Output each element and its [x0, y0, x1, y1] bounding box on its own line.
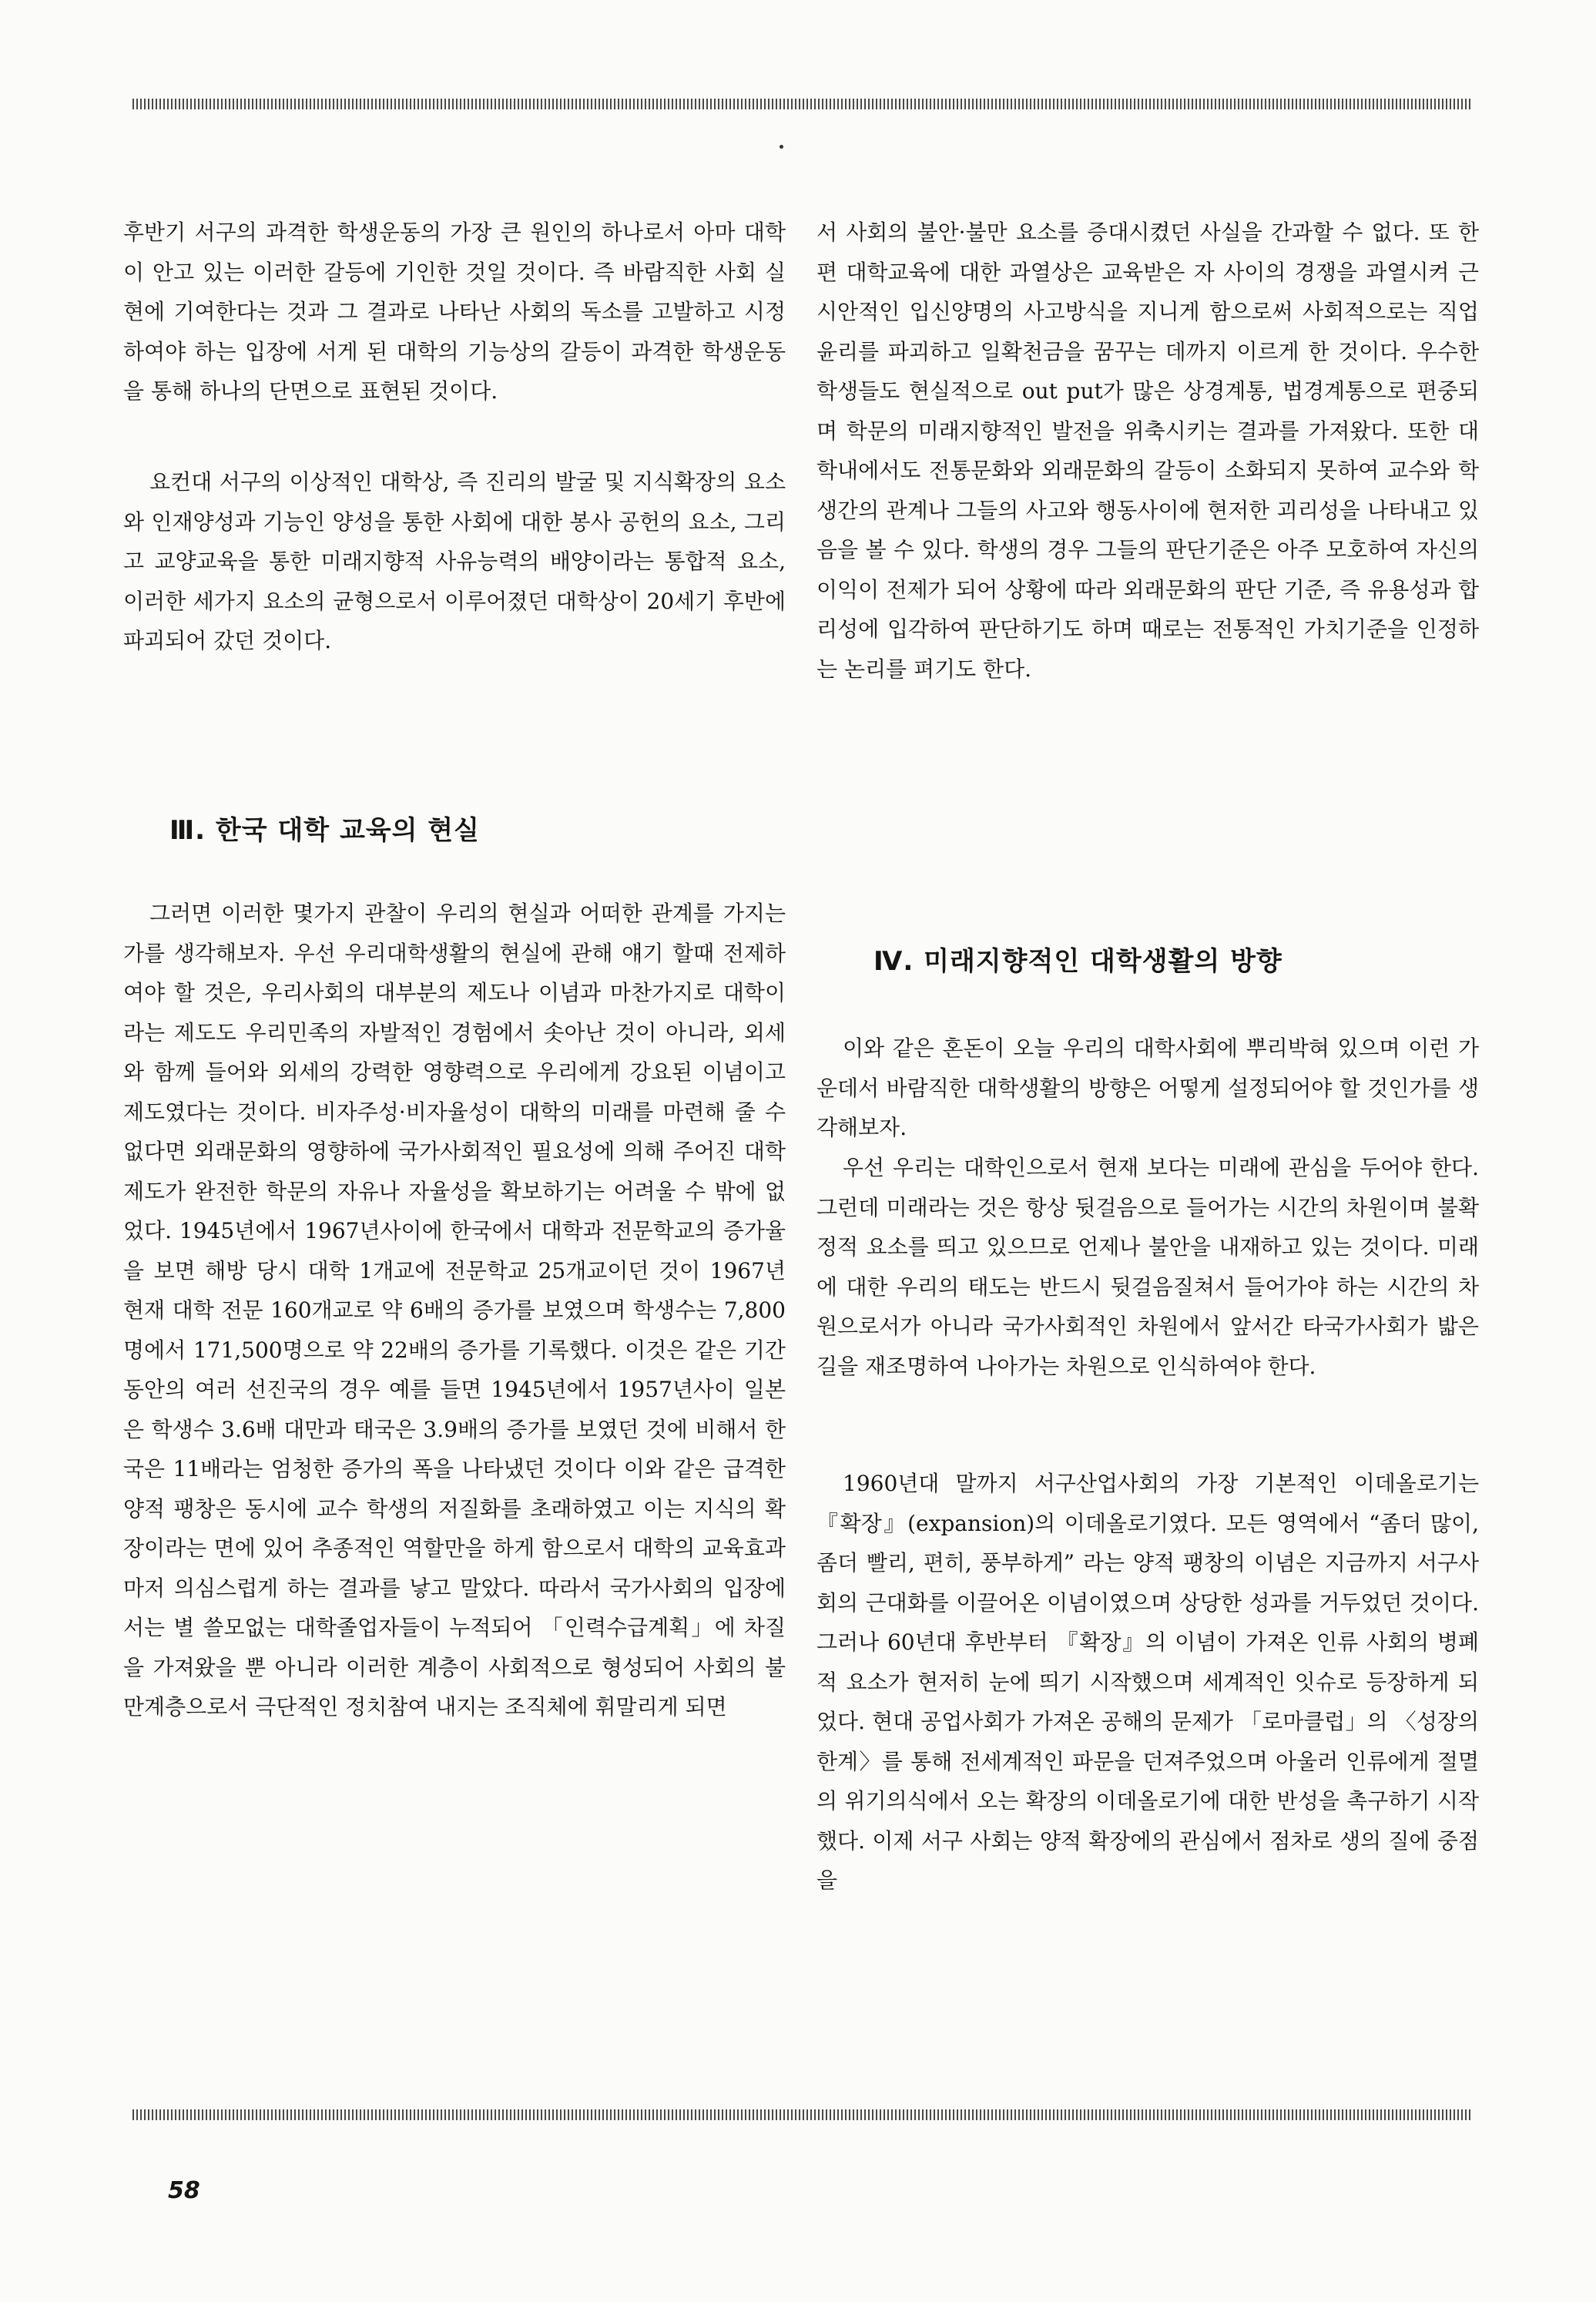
ink-speck — [780, 145, 783, 149]
section-heading-3: Ⅲ. 한국 대학 교육의 현실 — [169, 815, 480, 846]
section-heading-4: Ⅳ. 미래지향적인 대학생활의 방향 — [873, 946, 1282, 977]
page-number: 58 — [168, 2177, 200, 2204]
left-paragraph-3: 그러면 이러한 몇가지 관찰이 우리의 현실과 어떠한 관계를 가지는가를 생각해보자. 우선 우리대학생활의 현실에 관해 얘기 할때 전제하여야 할 것은, 우리사회의 대부분의 제도나 이념과 마찬가지로 대학이라는 제도도 우리민족의 자발적인 경험에서 솟아난 것이 아니라, 외세와 함께 들어와 외세의 강력한 영향력으로 우리에게 강요된 이념이고 제도였다는 것이다. 비자주성·비자율성이 대학의 미래를 마련해 줄 수 없다면 외래문화의 영향하에 국가사회적인 필요성에 의해 주어진 대학제도가 완전한 학문의 자유나 자율성을 확보하기는 어려울 수 밖에 없었다. 1945년에서 1967년사이에 한국에서 대학과 전문학교의 증가율을 보면 해방 당시 대학 1개교에 전문학교 25개교이던 것이 1967년 현재 대학 전문 160개교로 약 6배의 증가를 보였으며 학생수는 7,800명에서 171,500명으로 약 22배의 증가를 기록했다. 이것은 같은 기간동안의 여러 선진국의 경우 예를 들면 1945년에서 1957년사이 일본은 학생수 3.6배 대만과 태국은 3.9배의 증가를 보였던 것에 비해서 한국은 11배라는 엄청한 증가의 폭을 나타냈던 것이다 이와 같은 급격한 양적 팽창은 동시에 교수 학생의 저질화를 초래하였고 이는 지식의 확장이라는 면에 있어 추종적인 역할만을 하게 함으로서 대학의 교육효과마저 의심스럽게 하는 결과를 낳고 말았다. 따라서 국가사회의 입장에서는 별 쓸모없는 대학졸업자들이 누적되어 「인력수급계획」에 차질을 가져왔을 뿐 아니라 이러한 계층이 사회적으로 형성되어 사회의 불만계층으로서 극단적인 정치참여 내지는 조직체에 휘말리게 되면 — [123, 901, 786, 1720]
left-paragraph-2: 요컨대 서구의 이상적인 대학상, 즉 진리의 발굴 및 지식확장의 요소와 인재양성과 기능인 양성을 통한 사회에 대한 봉사 공헌의 요소, 그리고 교양교육을 통한 미래지향적 사유능력의 배양이라는 통합적 요소, 이러한 세가지 요소의 균형으로서 이루어졌던 대학상이 20세기 후반에 파괴되어 갔던 것이다. — [123, 469, 786, 653]
right-paragraph-3: 우선 우리는 대학인으로서 현재 보다는 미래에 관심을 두어야 한다. 그런데 미래라는 것은 항상 뒷걸음으로 들어가는 시간의 차원이며 불확정적 요소를 띄고 있으므로 언제나 불안을 내재하고 있는 것이다. 미래에 대한 우리의 태도는 반드시 뒷걸음질쳐서 들어가야 하는 시간의 차원으로서가 아니라 국가사회적인 차원에서 앞서간 타국가사회가 밟은 길을 재조명하여 나아가는 차원으로 인식하여야 한다. — [816, 1155, 1479, 1379]
right-paragraph-2: 이와 같은 혼돈이 오늘 우리의 대학사회에 뿌리박혀 있으며 이런 가운데서 바람직한 대학생활의 방향은 어떻게 설정되어야 할 것인가를 생각해보자. — [816, 1035, 1479, 1140]
left-paragraph-1: 후반기 서구의 과격한 학생운동의 가장 큰 원인의 하나로서 아마 대학이 안고 있는 이러한 갈등에 기인한 것일 것이다. 즉 바람직한 사회 실현에 기여한다는 것과 그 결과로 나타난 사회의 독소를 고발하고 시정하여야 하는 입장에 서게 된 대학의 기능상의 갈등이 과격한 학생운동을 통해 하나의 단면으로 표현된 것이다. — [123, 220, 786, 404]
bottom-decorative-rule — [132, 2109, 1473, 2120]
right-paragraph-1: 서 사회의 불안·불만 요소를 증대시켰던 사실을 간과할 수 없다. 또 한편 대학교육에 대한 과열상은 교육받은 자 사이의 경쟁을 과열시켜 근시안적인 입신양명의 사고방식을 지니게 함으로써 사회적으로는 직업 윤리를 파괴하고 일확천금을 꿈꾸는 데까지 이르게 한 것이다. 우수한 학생들도 현실적으로 out put가 많은 상경계통, 법경계통으로 편중되며 학문의 미래지향적인 발전을 위축시키는 결과를 가져왔다. 또한 대학내에서도 전통문화와 외래문화의 갈등이 소화되지 못하여 교수와 학생간의 관계나 그들의 사고와 행동사이에 현저한 괴리성을 나타내고 있음을 볼 수 있다. 학생의 경우 그들의 판단기준은 아주 모호하여 자신의 이익이 전제가 되어 상황에 따라 외래문화의 판단 기준, 즉 유용성과 합리성에 입각하여 판단하기도 하며 때로는 전통적인 가치기준을 인정하는 논리를 펴기도 한다. — [816, 220, 1479, 682]
top-decorative-rule — [132, 99, 1473, 109]
right-paragraph-4: 1960년대 말까지 서구산업사회의 가장 기본적인 이데올로기는 『확장』(expansion)의 이데올로기였다. 모든 영역에서 “좀더 많이, 좀더 빨리, 편히, 풍부하게” 라는 양적 팽창의 이념은 지금까지 서구사회의 근대화를 이끌어온 이념이였으며 상당한 성과를 거두었던 것이다. 그러나 60년대 후반부터 『확장』의 이념이 가져온 인류 사회의 병폐적 요소가 현저히 눈에 띄기 시작했으며 세계적인 잇슈로 등장하게 되었다. 현대 공업사회가 가져온 공해의 문제가 「로마클럽」의 〈성장의 한계〉를 통해 전세계적인 파문을 던져주었으며 아울러 인류에게 절멸의 위기의식에서 오는 확장의 이데올로기에 대한 반성을 촉구하기 시작했다. 이제 서구 사회는 양적 확장에의 관심에서 점차로 생의 질에 중점을 — [816, 1471, 1479, 1893]
